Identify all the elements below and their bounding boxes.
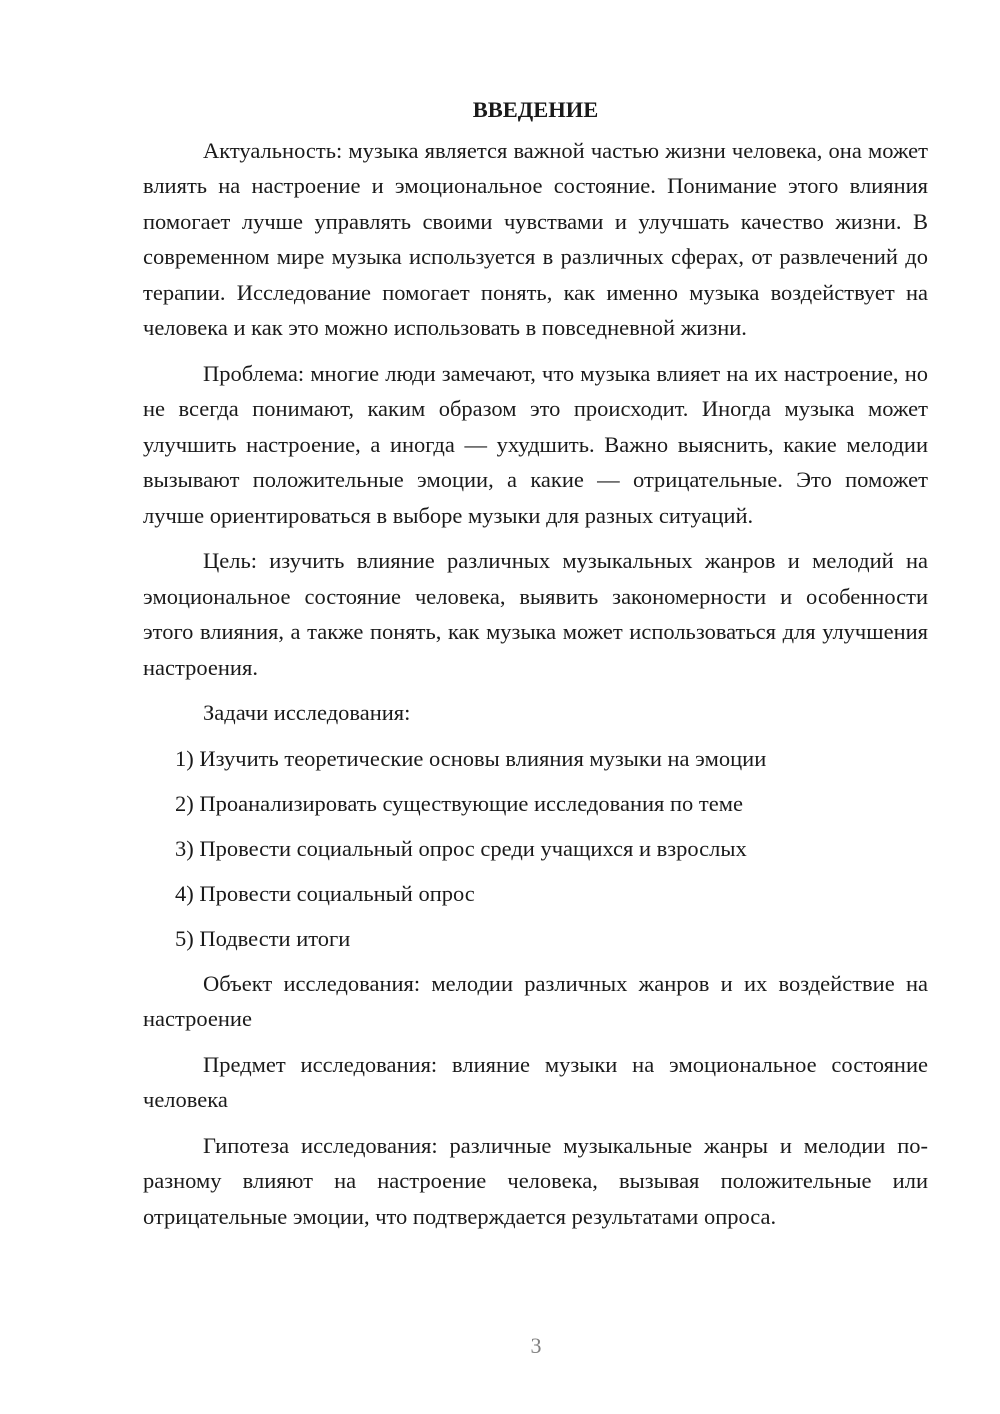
page-number: 3: [530, 1333, 542, 1358]
hypothesis-paragraph: Гипотеза исследования: различные музыкальные жанры и мелодии по-разному влияют на настроение человека, вызывая положительные или отрицательные эмоции, что подтверждается результатами опроса.: [143, 1132, 928, 1229]
tasks-list: [143, 741, 928, 957]
subject-paragraph: Предмет исследования: влияние музыки на эмоциональное состояние человека: [143, 1051, 928, 1112]
tasks-heading: Задачи исследования:: [203, 700, 411, 725]
problem-paragraph: Проблема: многие люди замечают, что музыка влияет на их настроение, но не всегда понимают, каким образом это происходит. Иногда музыка может улучшить настроение, а иногда — ухудшить. Важно выяснить, какие мелодии вызывают положительные эмоции, а какие — отрицательные. Это поможет лучше ориентироваться в выборе музыки для разных ситуаций.: [143, 360, 928, 528]
goal-paragraph: Цель: изучить влияние различных музыкальных жанров и мелодий на эмоциональное состояние человека, выявить закономерности и особенности этого влияния, а также понять, как музыка может использоваться для улучшения настроения.: [143, 548, 928, 680]
document-page: [143, 92, 928, 1244]
task-item: 4) Провести социальный опрос: [175, 880, 475, 906]
task-item: 2) Проанализировать существующие исследования по теме: [175, 790, 743, 816]
task-item: 3) Провести социальный опрос среди учащихся и взрослых: [175, 835, 747, 861]
object-paragraph: Объект исследования: мелодии различных жанров и их воздействие на настроение: [143, 970, 928, 1031]
task-item: 1) Изучить теоретические основы влияния музыки на эмоции: [175, 745, 767, 771]
section-title: ВВЕДЕНИЕ: [472, 97, 599, 122]
relevance-paragraph: Актуальность: музыка является важной частью жизни человека, она может влиять на настроение и эмоциональное состояние. Понимание этого влияния помогает лучше управлять своими чувствами и улучшать качество жизни. В современном мире музыка используется в различных сферах, от развлечений до терапии. Исследование помогает понять, как именно музыка воздействует на человека и как это можно использовать в повседневной жизни.: [143, 137, 928, 340]
task-item: 5) Подвести итоги: [175, 925, 351, 951]
